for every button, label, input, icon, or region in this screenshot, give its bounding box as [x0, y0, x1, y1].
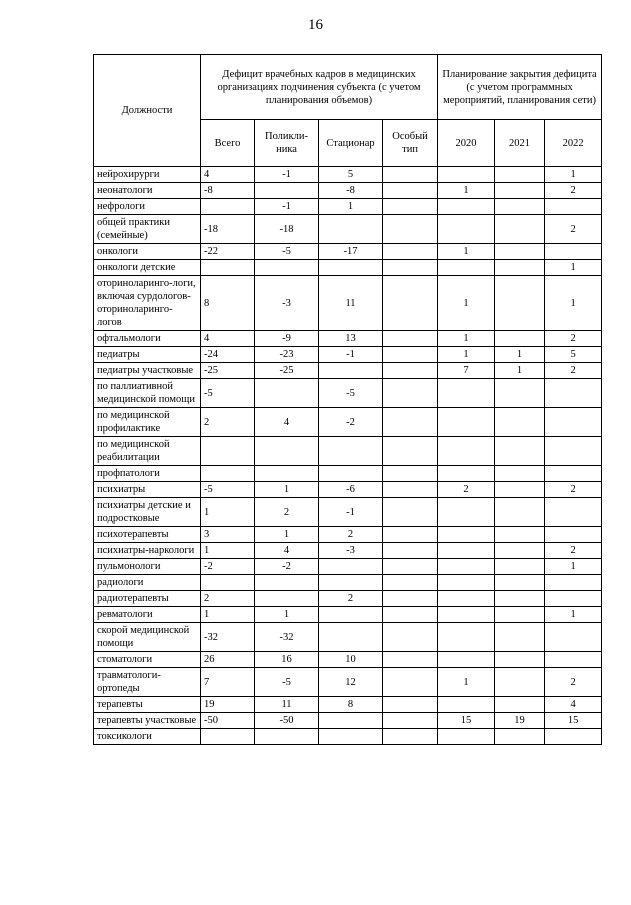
position-cell: психиатры-наркологи	[94, 543, 201, 559]
plan-2022-cell: 2	[545, 183, 602, 199]
special-type-cell	[383, 215, 438, 244]
polyclinic-cell: 1	[255, 527, 319, 543]
plan-2022-cell: 4	[545, 697, 602, 713]
plan-2021-cell: 1	[495, 363, 545, 379]
special-type-cell	[383, 575, 438, 591]
table-body	[94, 167, 602, 745]
header-special-type: Особый тип	[383, 120, 438, 167]
plan-2021-cell: 1	[495, 347, 545, 363]
total-cell	[201, 466, 255, 482]
special-type-cell	[383, 543, 438, 559]
total-cell: -32	[201, 623, 255, 652]
table-row	[94, 559, 602, 575]
polyclinic-cell: -9	[255, 331, 319, 347]
total-cell: 4	[201, 331, 255, 347]
header-hospital: Стационар	[319, 120, 383, 167]
hospital-cell: -1	[319, 498, 383, 527]
table-row	[94, 167, 602, 183]
plan-2022-cell	[545, 498, 602, 527]
plan-2020-cell	[438, 697, 495, 713]
plan-2020-cell: 1	[438, 183, 495, 199]
plan-2020-cell	[438, 543, 495, 559]
header-2021: 2021	[495, 120, 545, 167]
hospital-cell: -5	[319, 379, 383, 408]
plan-2021-cell	[495, 575, 545, 591]
position-cell: терапевты участковые	[94, 713, 201, 729]
plan-2022-cell	[545, 379, 602, 408]
plan-2022-cell: 1	[545, 276, 602, 331]
hospital-cell: 11	[319, 276, 383, 331]
plan-2021-cell	[495, 276, 545, 331]
plan-2021-cell	[495, 183, 545, 199]
position-cell: радиотерапевты	[94, 591, 201, 607]
table-row	[94, 729, 602, 745]
total-cell: -5	[201, 482, 255, 498]
hospital-cell	[319, 260, 383, 276]
table-row	[94, 331, 602, 347]
total-cell: -5	[201, 379, 255, 408]
plan-2021-cell	[495, 437, 545, 466]
position-cell: ревматологи	[94, 607, 201, 623]
table-row	[94, 260, 602, 276]
total-cell: -2	[201, 559, 255, 575]
header-total: Всего	[201, 120, 255, 167]
position-cell: психиатры	[94, 482, 201, 498]
hospital-cell: 2	[319, 591, 383, 607]
special-type-cell	[383, 437, 438, 466]
hospital-cell	[319, 575, 383, 591]
total-cell: 1	[201, 607, 255, 623]
hospital-cell: -17	[319, 244, 383, 260]
plan-2022-cell	[545, 408, 602, 437]
special-type-cell	[383, 408, 438, 437]
special-type-cell	[383, 591, 438, 607]
total-cell	[201, 575, 255, 591]
position-cell: офтальмологи	[94, 331, 201, 347]
table-row	[94, 623, 602, 652]
plan-2022-cell: 1	[545, 167, 602, 183]
table-row	[94, 607, 602, 623]
position-cell: нефрологи	[94, 199, 201, 215]
hospital-cell: 5	[319, 167, 383, 183]
total-cell: -22	[201, 244, 255, 260]
total-cell: -25	[201, 363, 255, 379]
table-row	[94, 668, 602, 697]
plan-2021-cell	[495, 466, 545, 482]
special-type-cell	[383, 527, 438, 543]
polyclinic-cell: -32	[255, 623, 319, 652]
position-cell: неонатологи	[94, 183, 201, 199]
special-type-cell	[383, 347, 438, 363]
plan-2022-cell: 1	[545, 260, 602, 276]
plan-2020-cell	[438, 379, 495, 408]
header-deficit-group: Дефицит врачебных кадров в медицинских организациях подчинения субъекта (с учетом планирования объемов)	[201, 55, 438, 120]
table-row	[94, 363, 602, 379]
plan-2022-cell	[545, 437, 602, 466]
hospital-cell	[319, 713, 383, 729]
header-polyclinic: Поликли-ника	[255, 120, 319, 167]
table-row	[94, 199, 602, 215]
plan-2021-cell	[495, 331, 545, 347]
table-row	[94, 697, 602, 713]
table-row	[94, 379, 602, 408]
plan-2022-cell	[545, 652, 602, 668]
table-row	[94, 543, 602, 559]
plan-2022-cell	[545, 527, 602, 543]
special-type-cell	[383, 331, 438, 347]
special-type-cell	[383, 498, 438, 527]
plan-2020-cell: 1	[438, 244, 495, 260]
total-cell: -18	[201, 215, 255, 244]
hospital-cell: 12	[319, 668, 383, 697]
position-cell: пульмонологи	[94, 559, 201, 575]
plan-2022-cell: 15	[545, 713, 602, 729]
header-planning-group: Планирование закрытия дефицита (с учетом программных мероприятий, планирования сети)	[438, 55, 602, 120]
plan-2020-cell	[438, 575, 495, 591]
plan-2022-cell	[545, 466, 602, 482]
total-cell: 1	[201, 543, 255, 559]
hospital-cell: -3	[319, 543, 383, 559]
special-type-cell	[383, 697, 438, 713]
special-type-cell	[383, 713, 438, 729]
hospital-cell: 8	[319, 697, 383, 713]
hospital-cell	[319, 466, 383, 482]
plan-2021-cell	[495, 697, 545, 713]
table-row	[94, 652, 602, 668]
hospital-cell	[319, 623, 383, 652]
polyclinic-cell	[255, 591, 319, 607]
plan-2020-cell	[438, 199, 495, 215]
polyclinic-cell: -3	[255, 276, 319, 331]
position-cell: по паллиативной медицинской помощи	[94, 379, 201, 408]
polyclinic-cell: -50	[255, 713, 319, 729]
polyclinic-cell: -18	[255, 215, 319, 244]
hospital-cell: 13	[319, 331, 383, 347]
total-cell	[201, 437, 255, 466]
plan-2020-cell	[438, 408, 495, 437]
position-cell: профпатологи	[94, 466, 201, 482]
hospital-cell: 10	[319, 652, 383, 668]
hospital-cell	[319, 215, 383, 244]
plan-2020-cell	[438, 559, 495, 575]
plan-2020-cell	[438, 498, 495, 527]
polyclinic-cell: 16	[255, 652, 319, 668]
position-cell: психотерапевты	[94, 527, 201, 543]
polyclinic-cell	[255, 466, 319, 482]
page-number: 16	[308, 17, 323, 33]
position-cell: по медицинской профилактике	[94, 408, 201, 437]
plan-2022-cell: 2	[545, 331, 602, 347]
table-row	[94, 527, 602, 543]
position-cell: общей практики (семейные)	[94, 215, 201, 244]
plan-2022-cell	[545, 729, 602, 745]
special-type-cell	[383, 199, 438, 215]
position-cell: нейрохирурги	[94, 167, 201, 183]
plan-2020-cell	[438, 215, 495, 244]
hospital-cell: -2	[319, 408, 383, 437]
polyclinic-cell: -5	[255, 668, 319, 697]
plan-2020-cell	[438, 729, 495, 745]
polyclinic-cell	[255, 379, 319, 408]
total-cell: 7	[201, 668, 255, 697]
table-row	[94, 244, 602, 260]
polyclinic-cell: -5	[255, 244, 319, 260]
total-cell: 8	[201, 276, 255, 331]
header-2020: 2020	[438, 120, 495, 167]
total-cell: -8	[201, 183, 255, 199]
plan-2020-cell	[438, 260, 495, 276]
position-cell: оториноларинго-логи, включая сурдологов-оториноларинго-логов	[94, 276, 201, 331]
table-row	[94, 183, 602, 199]
position-cell: травматологи-ортопеды	[94, 668, 201, 697]
plan-2020-cell: 1	[438, 668, 495, 697]
plan-2022-cell: 2	[545, 543, 602, 559]
polyclinic-cell: -2	[255, 559, 319, 575]
table-row	[94, 466, 602, 482]
plan-2022-cell: 1	[545, 607, 602, 623]
polyclinic-cell: 4	[255, 408, 319, 437]
plan-2021-cell: 19	[495, 713, 545, 729]
total-cell: 19	[201, 697, 255, 713]
plan-2021-cell	[495, 244, 545, 260]
plan-2020-cell: 2	[438, 482, 495, 498]
plan-2022-cell: 2	[545, 215, 602, 244]
plan-2021-cell	[495, 167, 545, 183]
polyclinic-cell: -1	[255, 199, 319, 215]
hospital-cell	[319, 559, 383, 575]
deficit-table	[93, 54, 602, 745]
hospital-cell: -8	[319, 183, 383, 199]
plan-2022-cell	[545, 591, 602, 607]
plan-2021-cell	[495, 260, 545, 276]
polyclinic-cell: 4	[255, 543, 319, 559]
polyclinic-cell: 1	[255, 607, 319, 623]
plan-2020-cell: 1	[438, 331, 495, 347]
polyclinic-cell	[255, 183, 319, 199]
plan-2022-cell	[545, 244, 602, 260]
polyclinic-cell: -23	[255, 347, 319, 363]
total-cell: -24	[201, 347, 255, 363]
total-cell	[201, 199, 255, 215]
total-cell: 2	[201, 408, 255, 437]
plan-2021-cell	[495, 652, 545, 668]
hospital-cell: -1	[319, 347, 383, 363]
plan-2022-cell: 2	[545, 482, 602, 498]
plan-2020-cell: 1	[438, 276, 495, 331]
table-row	[94, 713, 602, 729]
special-type-cell	[383, 260, 438, 276]
position-cell: скорой медицинской помощи	[94, 623, 201, 652]
polyclinic-cell	[255, 729, 319, 745]
header-positions: Должности	[94, 55, 201, 167]
polyclinic-cell	[255, 437, 319, 466]
total-cell: 1	[201, 498, 255, 527]
plan-2021-cell	[495, 215, 545, 244]
plan-2022-cell: 2	[545, 363, 602, 379]
table-row	[94, 347, 602, 363]
position-cell: онкологи	[94, 244, 201, 260]
total-cell: -50	[201, 713, 255, 729]
polyclinic-cell: 11	[255, 697, 319, 713]
special-type-cell	[383, 244, 438, 260]
plan-2020-cell	[438, 437, 495, 466]
plan-2021-cell	[495, 379, 545, 408]
total-cell: 2	[201, 591, 255, 607]
plan-2022-cell: 5	[545, 347, 602, 363]
polyclinic-cell	[255, 575, 319, 591]
special-type-cell	[383, 482, 438, 498]
position-cell: психиатры детские и подростковые	[94, 498, 201, 527]
hospital-cell	[319, 607, 383, 623]
plan-2020-cell	[438, 527, 495, 543]
table-row	[94, 575, 602, 591]
table-row	[94, 276, 602, 331]
special-type-cell	[383, 729, 438, 745]
plan-2022-cell	[545, 623, 602, 652]
total-cell	[201, 260, 255, 276]
special-type-cell	[383, 379, 438, 408]
polyclinic-cell: 1	[255, 482, 319, 498]
plan-2020-cell	[438, 623, 495, 652]
plan-2021-cell	[495, 607, 545, 623]
position-cell: педиатры	[94, 347, 201, 363]
position-cell: терапевты	[94, 697, 201, 713]
plan-2021-cell	[495, 527, 545, 543]
total-cell	[201, 729, 255, 745]
position-cell: радиологи	[94, 575, 201, 591]
plan-2020-cell	[438, 591, 495, 607]
plan-2021-cell	[495, 729, 545, 745]
special-type-cell	[383, 466, 438, 482]
hospital-cell	[319, 729, 383, 745]
hospital-cell	[319, 363, 383, 379]
polyclinic-cell: -1	[255, 167, 319, 183]
special-type-cell	[383, 276, 438, 331]
plan-2022-cell: 2	[545, 668, 602, 697]
special-type-cell	[383, 183, 438, 199]
special-type-cell	[383, 652, 438, 668]
hospital-cell: 2	[319, 527, 383, 543]
plan-2020-cell	[438, 652, 495, 668]
polyclinic-cell	[255, 260, 319, 276]
table-row	[94, 591, 602, 607]
hospital-cell: 1	[319, 199, 383, 215]
table-row	[94, 408, 602, 437]
plan-2021-cell	[495, 559, 545, 575]
plan-2020-cell: 15	[438, 713, 495, 729]
special-type-cell	[383, 167, 438, 183]
plan-2020-cell: 7	[438, 363, 495, 379]
position-cell: по медицинской реабилитации	[94, 437, 201, 466]
plan-2020-cell	[438, 466, 495, 482]
plan-2021-cell	[495, 543, 545, 559]
header-2022: 2022	[545, 120, 602, 167]
plan-2020-cell	[438, 607, 495, 623]
special-type-cell	[383, 623, 438, 652]
position-cell: стоматологи	[94, 652, 201, 668]
table-row	[94, 498, 602, 527]
special-type-cell	[383, 363, 438, 379]
special-type-cell	[383, 668, 438, 697]
polyclinic-cell: -25	[255, 363, 319, 379]
plan-2022-cell	[545, 199, 602, 215]
plan-2021-cell	[495, 668, 545, 697]
table-row	[94, 437, 602, 466]
total-cell: 4	[201, 167, 255, 183]
plan-2021-cell	[495, 408, 545, 437]
total-cell: 3	[201, 527, 255, 543]
special-type-cell	[383, 607, 438, 623]
plan-2021-cell	[495, 498, 545, 527]
hospital-cell	[319, 437, 383, 466]
position-cell: онкологи детские	[94, 260, 201, 276]
table-row	[94, 215, 602, 244]
plan-2021-cell	[495, 199, 545, 215]
polyclinic-cell: 2	[255, 498, 319, 527]
position-cell: педиатры участковые	[94, 363, 201, 379]
special-type-cell	[383, 559, 438, 575]
plan-2020-cell	[438, 167, 495, 183]
hospital-cell: -6	[319, 482, 383, 498]
plan-2021-cell	[495, 623, 545, 652]
plan-2021-cell	[495, 482, 545, 498]
position-cell: токсикологи	[94, 729, 201, 745]
plan-2021-cell	[495, 591, 545, 607]
plan-2022-cell	[545, 575, 602, 591]
plan-2020-cell: 1	[438, 347, 495, 363]
table-row	[94, 482, 602, 498]
table-header	[94, 55, 602, 167]
total-cell: 26	[201, 652, 255, 668]
plan-2022-cell: 1	[545, 559, 602, 575]
